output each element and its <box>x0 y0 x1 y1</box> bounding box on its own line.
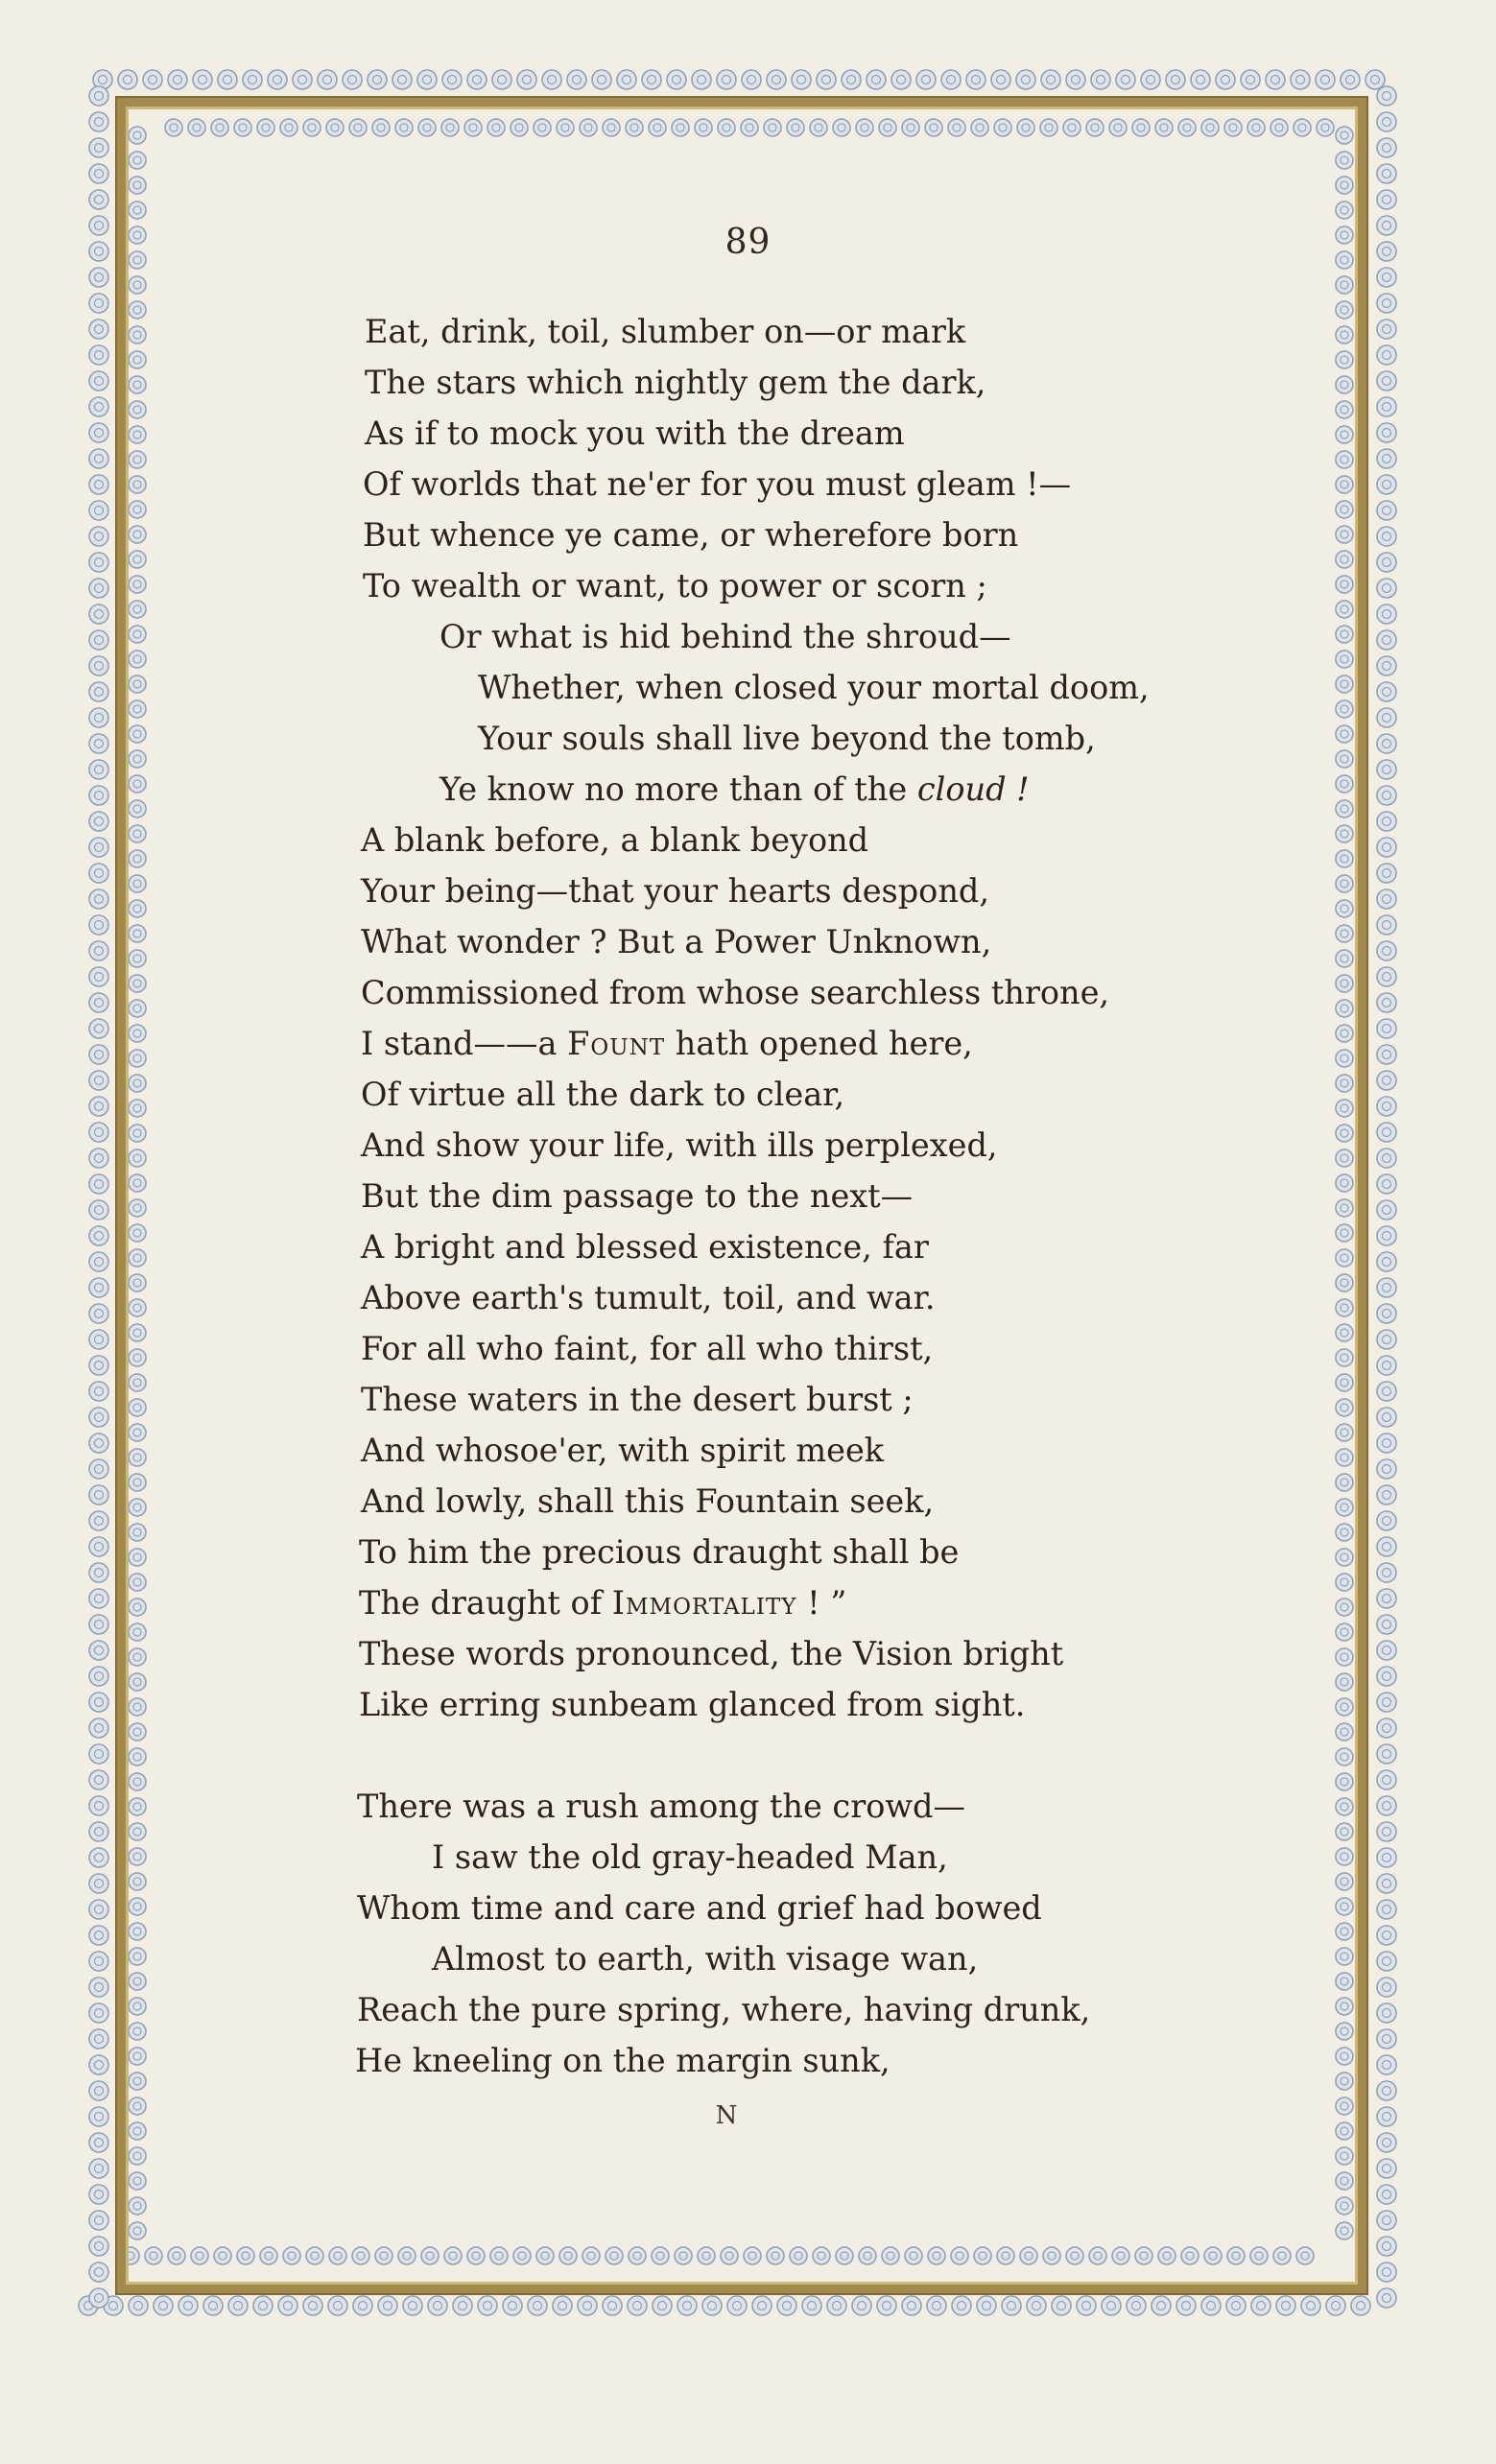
verse-line: As if to mock you with the dream <box>365 415 905 452</box>
verse-text: ! ” <box>796 1584 847 1622</box>
verse-line: I saw the old gray-headed Man, <box>432 1838 948 1876</box>
verse-line: A blank before, a blank beyond <box>361 821 869 859</box>
verse-smallcaps-word: Immortality <box>611 1584 797 1622</box>
verse-line: But the dim passage to the next— <box>361 1177 914 1215</box>
verse-line <box>359 1584 846 1623</box>
verse-line: Eat, drink, toil, slumber on—or mark <box>365 313 966 350</box>
verse-line: For all who faint, for all who thirst, <box>361 1330 934 1367</box>
verse-line: And show your life, with ills perplexed, <box>361 1126 998 1164</box>
verse-line: To wealth or want, to power or scorn ; <box>363 567 987 604</box>
verse-line: Whether, when closed your mortal doom, <box>478 669 1150 706</box>
verse-line <box>439 770 1030 809</box>
verse-line: Your souls shall live beyond the tomb, <box>478 720 1096 757</box>
verse-line: Like erring sunbeam glanced from sight. <box>359 1686 1026 1723</box>
verse-line <box>361 1025 973 1063</box>
verse-line: And lowly, shall this Fountain seek, <box>361 1482 935 1520</box>
verse-line: These waters in the desert burst ; <box>361 1381 914 1418</box>
verse-line: Of virtue all the dark to clear, <box>361 1076 845 1113</box>
verse-italic-word: cloud ! <box>916 770 1030 808</box>
verse-line: To him the precious draught shall be <box>359 1533 960 1571</box>
verse-line: And whosoe'er, with spirit meek <box>361 1432 885 1469</box>
verse-line: A bright and blessed existence, far <box>361 1228 929 1266</box>
verse-line: Almost to earth, with visage wan, <box>432 1940 979 1978</box>
verse-line: But whence ye came, or wherefore born <box>363 516 1019 554</box>
verse-line: Whom time and care and grief had bowed <box>357 1889 1042 1927</box>
verse-text: I stand——a <box>361 1025 558 1062</box>
verse-line: He kneeling on the margin sunk, <box>355 2042 890 2079</box>
verse-text: The draught of <box>359 1584 603 1622</box>
verse-text: hath opened here, <box>665 1025 973 1062</box>
verse-line: These words pronounced, the Vision bright <box>359 1635 1064 1672</box>
verse-smallcaps-word: Fount <box>567 1025 666 1062</box>
printer-signature-mark: N <box>715 2101 738 2130</box>
verse-line: There was a rush among the crowd— <box>357 1788 965 1825</box>
verse-line: What wonder ? But a Power Unknown, <box>361 923 992 960</box>
verse-line: Or what is hid behind the shroud— <box>439 618 1011 655</box>
verse-line: Your being—that your hearts despond, <box>361 872 990 910</box>
page-number: 89 <box>724 223 772 262</box>
verse-line: Reach the pure spring, where, having drunk, <box>357 1991 1091 2028</box>
verse-line: Of worlds that ne'er for you must gleam !— <box>363 465 1072 503</box>
verse-line: The stars which nightly gem the dark, <box>365 364 986 401</box>
verse-line: Commissioned from whose searchless throne, <box>361 974 1110 1011</box>
verse-text: Ye know no more than of the <box>439 770 908 808</box>
verse-line: Above earth's tumult, toil, and war. <box>361 1279 936 1316</box>
